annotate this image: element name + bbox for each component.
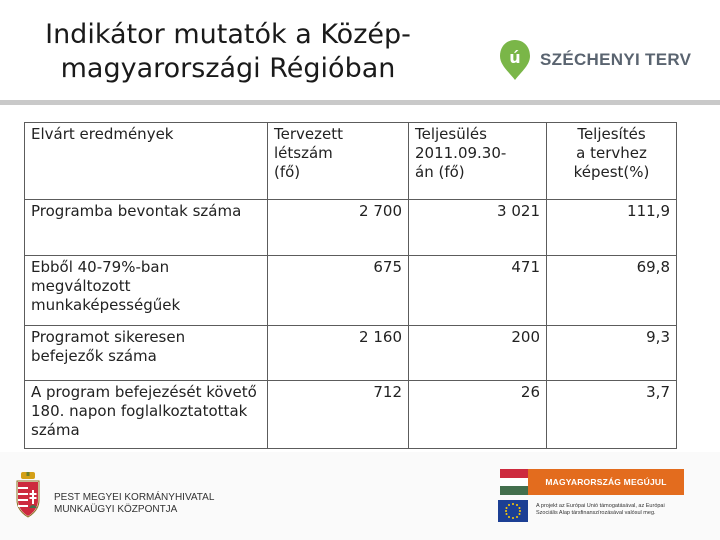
indicator-table [24,122,677,449]
row-achieved: 471 [409,256,547,326]
szechenyi-terv-text: SZÉCHENYI TERV [540,50,692,69]
header-achieved: Teljesülés 2011.09.30- án (fő) [409,123,547,200]
row-percent: 111,9 [547,200,677,256]
row-planned: 2 160 [268,326,409,381]
table-row [25,256,677,326]
szechenyi-terv-logo [498,38,691,82]
header-planned: Tervezett létszám (fő) [268,123,409,200]
row-achieved: 200 [409,326,547,381]
table-row [25,200,677,256]
row-label: A program befejezését követő 180. napon foglalkoztatottak száma [25,381,268,449]
hungarian-flag-icon [500,469,528,495]
table-row [25,381,677,449]
page-title-line-2: magyarországi Régióban [60,53,396,84]
page-title [18,18,438,86]
svg-text:ú: ú [509,48,521,67]
row-achieved: 3 021 [409,200,547,256]
row-planned: 712 [268,381,409,449]
table-row [25,326,677,381]
szechenyi-leaf-icon [498,38,532,82]
row-planned: 2 700 [268,200,409,256]
row-achieved: 26 [409,381,547,449]
row-label: Programba bevontak száma [25,200,268,256]
title-divider [0,100,720,105]
header-expected-results: Elvárt eredmények [25,123,268,200]
table-header-row [25,123,677,200]
row-percent: 9,3 [547,326,677,381]
hungarian-coat-of-arms-icon [14,472,42,518]
banner-text: MAGYARORSZÁG MEGÚJUL [528,469,684,495]
row-planned: 675 [268,256,409,326]
row-label: Ebből 40-79%-ban megváltozott munkaképességűek [25,256,268,326]
employment-office-name [54,492,214,516]
office-line-1: PEST MEGYEI KORMÁNYHIVATAL [54,492,215,503]
page-title-line-1: Indikátor mutatók a Közép- [45,19,411,50]
office-line-2: MUNKAÜGYI KÖZPONTJA [54,504,178,515]
row-percent: 3,7 [547,381,677,449]
eu-funding-note: A projekt az Európai Unió támogatásával, az Európai Szociális Alap társfinanszírozásával valósul meg. [536,503,665,516]
row-label: Programot sikeresen befejezők száma [25,326,268,381]
row-percent: 69,8 [547,256,677,326]
magyarorszag-megujul-banner [500,469,684,495]
header-percent: Teljesítés a tervhez képest(%) [547,123,677,200]
eu-flag-icon [498,500,528,522]
